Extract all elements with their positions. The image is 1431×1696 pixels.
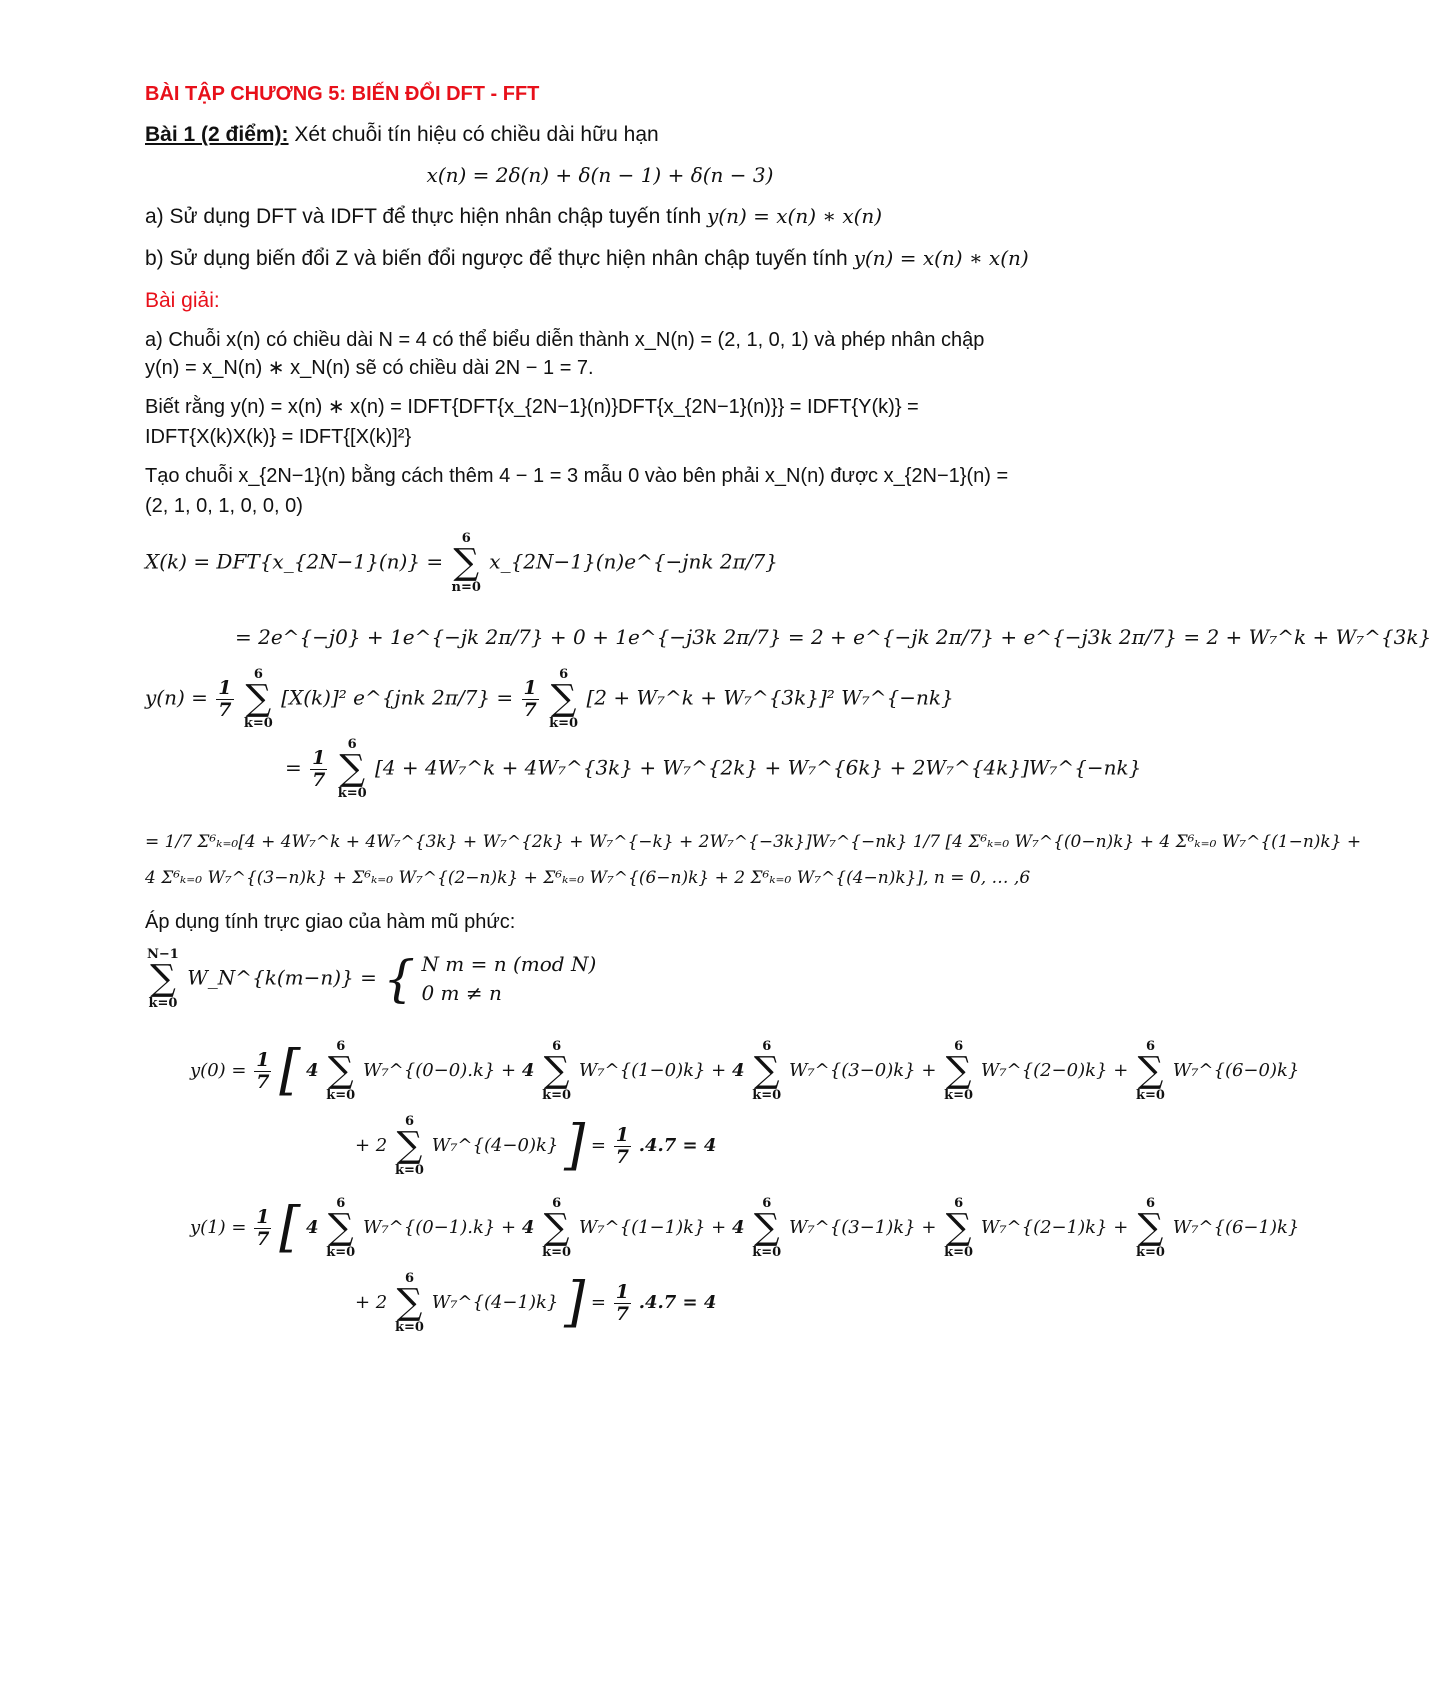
sigma-symbol: ∑ — [339, 748, 366, 789]
sigma-symbol: ∑ — [150, 958, 176, 999]
sum-upper-limit: 6 — [762, 1196, 772, 1211]
xk-equation — [145, 532, 778, 594]
orthogonality-equation — [145, 948, 596, 1010]
summation — [542, 1040, 571, 1102]
coefficient: 4 — [306, 1217, 319, 1238]
xk-lhs: X(k) = DFT{x_{2N−1}(n)} = — [145, 549, 444, 574]
solution-a-line-1: a) Chuỗi x(n) có chiều dài N = 4 có thể biểu diễn thành x_N(n) = (2, 1, 0, 1) và phép nhân chập — [145, 329, 985, 351]
right-bracket: ] — [564, 1270, 586, 1334]
fraction — [216, 678, 233, 721]
sigma-symbol: ∑ — [550, 678, 577, 719]
summation — [395, 1115, 424, 1177]
yn-part-1: [X(k)]² e^{jnk 2π/7} = — [281, 685, 514, 710]
y1-term: W₇^{(2−1)k} + — [980, 1217, 1129, 1238]
y0-equation — [190, 1040, 1299, 1102]
y1-term: W₇^{(0−1).k} + — [362, 1217, 517, 1238]
frac-num: 1 — [218, 676, 232, 699]
frac-den: 7 — [615, 1145, 629, 1168]
summation — [752, 1040, 781, 1102]
y1-term: W₇^{(3−1)k} + — [788, 1217, 937, 1238]
summation — [752, 1197, 781, 1259]
case-2: 0 m ≠ n — [421, 981, 502, 1005]
sigma-symbol: ∑ — [453, 542, 480, 583]
summation — [395, 1272, 424, 1334]
problem-label: Bài 1 (2 điểm): — [145, 123, 289, 146]
sum-lower-limit: k=0 — [326, 1088, 356, 1103]
sigma-symbol: ∑ — [1137, 1050, 1164, 1091]
y1-equation — [190, 1197, 1299, 1259]
fraction — [614, 1282, 631, 1325]
summation — [326, 1040, 355, 1102]
coefficient: 4 — [521, 1060, 535, 1081]
summation — [549, 668, 578, 730]
yn-lhs: y(n) = — [145, 685, 208, 710]
frac-num: 1 — [615, 1280, 629, 1303]
sum-lower-limit: k=0 — [395, 1163, 424, 1178]
sigma-symbol: ∑ — [327, 1207, 354, 1248]
fraction — [254, 1207, 271, 1250]
y0-term: W₇^{(0−0).k} + — [362, 1060, 517, 1081]
sigma-symbol: ∑ — [945, 1207, 972, 1248]
frac-den: 7 — [256, 1227, 270, 1250]
frac-num: 1 — [256, 1048, 270, 1071]
frac-num: 1 — [312, 746, 326, 769]
summation — [1136, 1040, 1165, 1102]
sigma-symbol: ∑ — [396, 1125, 423, 1166]
sum-upper-limit: 6 — [954, 1039, 964, 1054]
cases — [421, 950, 596, 1008]
xk-line-2: = 2e^{−j0} + 1e^{−jk 2π/7} + 0 + 1e^{−j3k 2π/7} = 2 + e^{−jk 2π/7} + e^{−j3k 2π/7} = 2 + W₇^k + W₇^{3k} — [235, 625, 1431, 649]
y0-lhs: y(0) = — [190, 1060, 247, 1081]
sigma-symbol: ∑ — [327, 1050, 354, 1091]
part-b-text: b) Sử dụng biến đổi Z và biến đổi ngược để thực hiện nhân chập tuyến tính — [145, 247, 854, 270]
orthogonality-term: W_N^{k(m−n)} = — [187, 965, 377, 990]
coefficient: 4 — [732, 1060, 745, 1081]
fraction — [614, 1125, 631, 1168]
yn-equation — [145, 668, 954, 730]
part-b — [145, 246, 1029, 271]
sum-lower-limit: k=0 — [395, 1320, 424, 1335]
sum-upper-limit: 6 — [461, 531, 471, 546]
sum-upper-limit: 6 — [762, 1039, 772, 1054]
problem-text: Xét chuỗi tín hiệu có chiều dài hữu hạn — [288, 123, 659, 146]
equals-sign: = — [285, 755, 302, 780]
known-line-1: Biết rằng y(n) = x(n) ∗ x(n) = IDFT{DFT{x_{2N−1}(n)}DFT{x_{2N−1}(n)}} = IDFT{Y(k)} = — [145, 396, 919, 418]
sum-lower-limit: k=0 — [326, 1245, 356, 1260]
summation — [542, 1197, 571, 1259]
coefficient: + 2 — [355, 1135, 388, 1156]
frac-den: 7 — [218, 698, 232, 721]
sigma-symbol: ∑ — [396, 1282, 423, 1323]
summation — [147, 948, 179, 1010]
summation — [338, 738, 367, 800]
sum-upper-limit: 6 — [552, 1196, 562, 1211]
sigma-symbol: ∑ — [543, 1050, 570, 1091]
frac-den: 7 — [523, 698, 537, 721]
y1-line-2 — [355, 1272, 716, 1334]
y1-term: W₇^{(6−1)k} — [1172, 1217, 1300, 1238]
sum-upper-limit: 6 — [336, 1039, 346, 1054]
sigma-symbol: ∑ — [753, 1050, 780, 1091]
problem-statement — [145, 122, 659, 147]
sum-upper-limit: 6 — [404, 1114, 414, 1129]
sum-lower-limit: k=0 — [752, 1088, 782, 1103]
sum-lower-limit: k=0 — [148, 996, 178, 1011]
part-a — [145, 204, 882, 229]
left-bracket: [ — [279, 1195, 301, 1259]
padding-line-1: Tạo chuỗi x_{2N−1}(n) bằng cách thêm 4 − 1 = 3 mẫu 0 vào bên phải x_N(n) được x_{2N−1}(n) = — [145, 465, 1009, 487]
sigma-symbol: ∑ — [543, 1207, 570, 1248]
sigma-symbol: ∑ — [245, 678, 272, 719]
fraction — [254, 1050, 271, 1093]
sum-upper-limit: 6 — [954, 1196, 964, 1211]
sum-upper-limit: 6 — [1145, 1039, 1156, 1054]
sigma-symbol: ∑ — [1137, 1207, 1164, 1248]
summation — [1136, 1197, 1165, 1259]
part-a-equation: y(n) = x(n) ∗ x(n) — [707, 204, 883, 228]
sum-lower-limit: n=0 — [451, 580, 481, 595]
sum-upper-limit: 6 — [1145, 1196, 1156, 1211]
y0-term: W₇^{(2−0)k} + — [980, 1060, 1129, 1081]
left-bracket: [ — [279, 1038, 301, 1102]
sum-lower-limit: k=0 — [542, 1088, 572, 1103]
frac-num: 1 — [256, 1205, 270, 1228]
expansion-line-1: = 1/7 Σ⁶ₖ₌₀[4 + 4W₇^k + 4W₇^{3k} + W₇^{2k} + W₇^{−k} + 2W₇^{−3k}]W₇^{−nk} 1/7 [4 Σ⁶ₖ₌₀ W₇^{(0−n)k} + 4 Σ⁶ₖ₌₀ W₇^{(1−n)k} + — [145, 832, 1362, 852]
sigma-symbol: ∑ — [753, 1207, 780, 1248]
part-a-text: a) Sử dụng DFT và IDFT để thực hiện nhân chập tuyến tính — [145, 205, 707, 228]
y1-tail-term: W₇^{(4−1)k} — [431, 1292, 559, 1313]
solution-label: Bài giải: — [145, 289, 220, 312]
y1-term: W₇^{(1−1)k} + — [578, 1217, 727, 1238]
sum-lower-limit: k=0 — [542, 1245, 572, 1260]
summation — [944, 1040, 973, 1102]
sum-lower-limit: k=0 — [549, 716, 579, 731]
frac-den: 7 — [256, 1070, 270, 1093]
summation — [326, 1197, 355, 1259]
yn-line-2-term: [4 + 4W₇^k + 4W₇^{3k} + W₇^{2k} + W₇^{6k} + 2W₇^{4k}]W₇^{−nk} — [375, 755, 1142, 780]
frac-den: 7 — [312, 768, 326, 791]
y1-result: .4.7 = 4 — [638, 1292, 717, 1313]
part-b-equation: y(n) = x(n) ∗ x(n) — [853, 246, 1029, 270]
sum-lower-limit: k=0 — [944, 1245, 974, 1260]
fraction — [522, 678, 539, 721]
y0-tail-term: W₇^{(4−0)k} — [431, 1135, 559, 1156]
coefficient: 4 — [521, 1217, 535, 1238]
sum-lower-limit: k=0 — [752, 1245, 782, 1260]
orthogonality-text: Áp dụng tính trực giao của hàm mũ phức: — [145, 911, 516, 933]
sum-upper-limit: 6 — [336, 1196, 346, 1211]
expansion-line-2: 4 Σ⁶ₖ₌₀ W₇^{(3−n)k} + Σ⁶ₖ₌₀ W₇^{(2−n)k} + Σ⁶ₖ₌₀ W₇^{(6−n)k} + 2 Σ⁶ₖ₌₀ W₇^{(4−n)k}], n = 0, … ,6 — [145, 868, 1031, 888]
sum-upper-limit: 6 — [253, 667, 263, 682]
page-title: BÀI TẬP CHƯƠNG 5: BIẾN ĐỔI DFT - FFT — [145, 83, 540, 105]
case-1: N m = n (mod N) — [421, 952, 597, 976]
sum-lower-limit: k=0 — [337, 786, 367, 801]
sum-lower-limit: k=0 — [944, 1088, 974, 1103]
known-line-2: IDFT{X(k)X(k)} = IDFT{[X(k)]²} — [145, 426, 412, 448]
sum-lower-limit: k=0 — [1136, 1245, 1165, 1260]
frac-num: 1 — [615, 1123, 629, 1146]
coefficient: 4 — [306, 1060, 319, 1081]
summation — [244, 668, 273, 730]
sum-upper-limit: 6 — [552, 1039, 562, 1054]
y0-term: W₇^{(1−0)k} + — [578, 1060, 727, 1081]
sum-lower-limit: k=0 — [1136, 1088, 1165, 1103]
left-brace: { — [383, 950, 416, 1008]
y0-term: W₇^{(3−0)k} + — [788, 1060, 937, 1081]
sigma-symbol: ∑ — [945, 1050, 972, 1091]
y0-result: .4.7 = 4 — [638, 1135, 717, 1156]
summation — [944, 1197, 973, 1259]
sum-upper-limit: N−1 — [147, 947, 179, 962]
coefficient: 4 — [732, 1217, 745, 1238]
signal-equation: x(n) = 2δ(n) + δ(n − 1) + δ(n − 3) — [426, 163, 774, 187]
yn-part-2: [2 + W₇^k + W₇^{3k}]² W₇^{−nk} — [586, 685, 954, 710]
y0-term: W₇^{(6−0)k} — [1172, 1060, 1300, 1081]
coefficient: + 2 — [355, 1292, 388, 1313]
fraction — [310, 748, 327, 791]
sum-upper-limit: 6 — [404, 1271, 414, 1286]
yn-line-2 — [285, 738, 1141, 800]
padding-line-2: (2, 1, 0, 1, 0, 0, 0) — [145, 495, 303, 517]
summation — [452, 532, 481, 594]
equals-sign: = — [590, 1135, 606, 1156]
y1-lhs: y(1) = — [190, 1217, 247, 1238]
right-bracket: ] — [564, 1113, 586, 1177]
y0-line-2 — [355, 1115, 716, 1177]
frac-den: 7 — [615, 1302, 629, 1325]
equals-sign: = — [590, 1292, 606, 1313]
solution-a-line-2: y(n) = x_N(n) ∗ x_N(n) sẽ có chiều dài 2N − 1 = 7. — [145, 357, 594, 379]
sum-upper-limit: 6 — [347, 737, 357, 752]
sum-lower-limit: k=0 — [243, 716, 273, 731]
sum-upper-limit: 6 — [559, 667, 569, 682]
xk-term: x_{2N−1}(n)e^{−jnk 2π/7} — [489, 549, 778, 574]
frac-num: 1 — [523, 676, 537, 699]
